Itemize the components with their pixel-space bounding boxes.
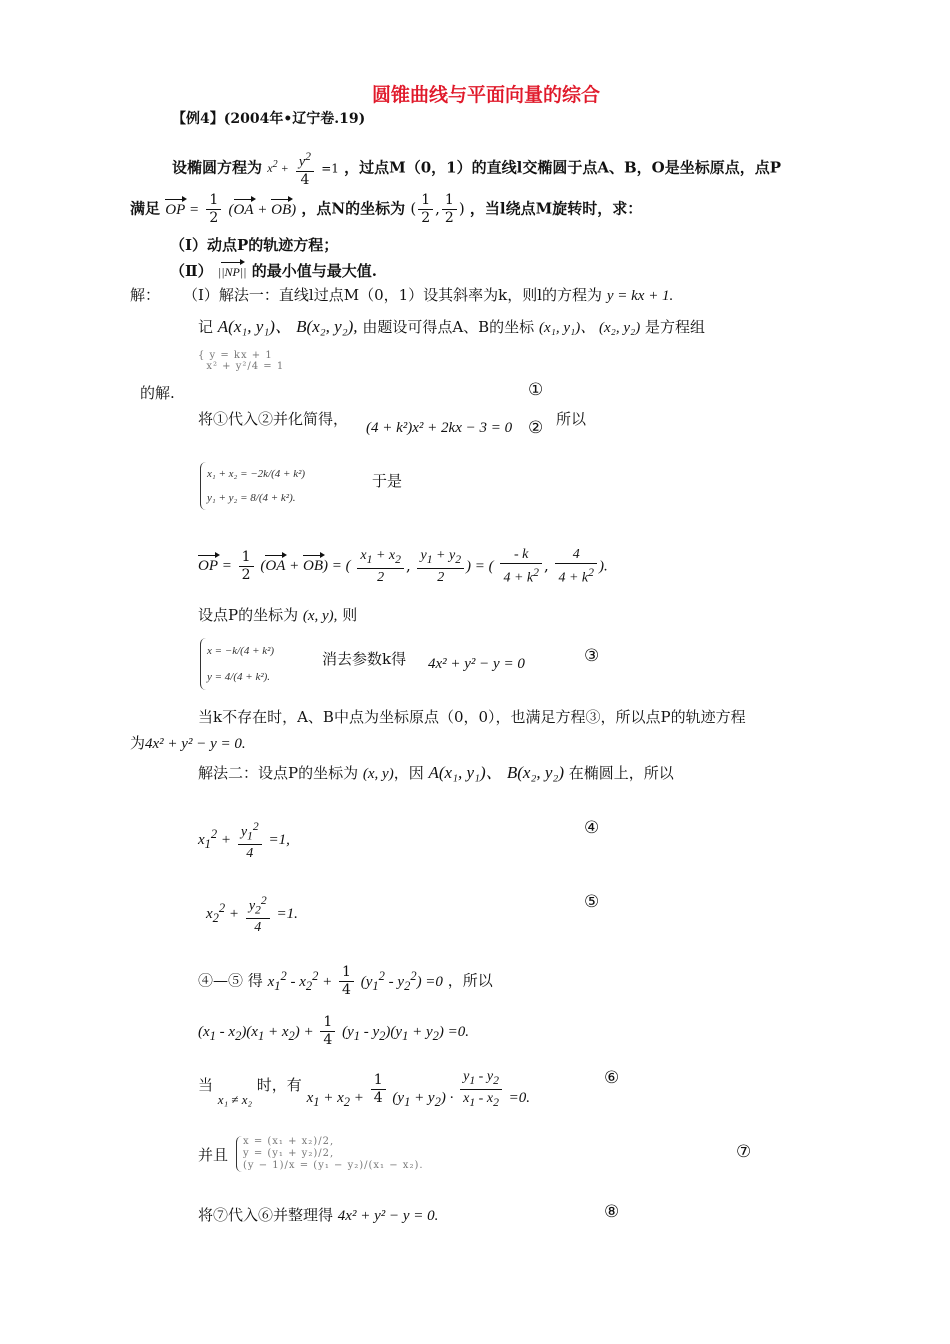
s6-prefix: 为 <box>130 734 146 752</box>
marker-7: ⑦ <box>736 1142 752 1162</box>
s1-text: （Ⅰ）解法一：直线l过点M（0，1）设其斜率为k，则l的方程为 <box>183 286 603 304</box>
solution-line-s2 <box>198 312 705 337</box>
s12-prefix: 将⑦代入⑥并整理得 <box>198 1206 334 1224</box>
s4-suffix: 所以 <box>556 410 587 428</box>
sys3-row3: (y − 1)/x = (y₁ − y₂)/(x₁ − x₂). <box>243 1160 424 1171</box>
example-label: 【例4】(2004年•辽宁卷.19) <box>172 111 366 127</box>
op-derivation: OP = $\frac{1}{2}$ (OA + OB) = ( $\frac{x_1 + x_2}{2}$ , $\frac{y_1 + y_2}{2}$ ) = ( $\frac{- k}{4 + k^2}$ , $\frac{4}{4 + k^2}$ ). <box>198 547 608 586</box>
marker-8: ⑧ <box>604 1202 620 1222</box>
system-1 <box>200 462 305 510</box>
s2-coords: (x₁, y₁)、 (x₂, y₂) <box>538 320 641 336</box>
sys2-row2: y = 4/(4 + k²). <box>207 671 271 683</box>
problem-line2-suffix: ，当l绕点M旋转时，求： <box>469 199 643 218</box>
s5-eq: (x, y), <box>302 608 338 624</box>
question-2 <box>170 260 377 281</box>
s12-eq: 4x² + y² − y = 0. <box>337 1208 439 1224</box>
s4-prefix: 将①代入②并化简得， <box>198 410 349 428</box>
s7-ab: A(x₁, y₁)、 B(x₂, y₂) <box>428 763 564 782</box>
s10-condition: x₁ ≠ x₂ <box>217 1091 253 1107</box>
s2-suffix: 是方程组 <box>644 318 705 336</box>
sys3-row2: y = (y₁ + y₂)/2, <box>243 1148 335 1159</box>
problem-line1-suffix: ，过点M（0，1）的直线l交椭圆于点A、B，O是坐标原点，点P <box>344 158 781 177</box>
problem-line-2: 满足 OP = $\frac{1}{2}$ (OA + OB) ，点N的坐标为 ( $\frac{1}{2}$ , $\frac{1}{2}$ ) ，当l绕点M旋转时，求： <box>130 192 643 226</box>
system-2 <box>200 638 274 690</box>
page-title: 圆锥曲线与平面向量的综合 <box>372 84 601 106</box>
s11-prefix: 并且 <box>198 1146 229 1164</box>
line-equation: y = kx + 1. <box>606 288 674 304</box>
s6-eq: 4x² + y² − y = 0. <box>145 736 246 752</box>
marker-6: ⑥ <box>604 1068 620 1088</box>
s7-prefix: 解法二：设点P的坐标为 <box>198 764 359 782</box>
s8-prefix: ④—⑤ 得 <box>198 971 263 990</box>
np-vector: |NP| <box>221 260 243 280</box>
s5-suffix: 则 <box>342 606 358 624</box>
np-abs: ||NP|| <box>218 265 247 279</box>
equation-4: $x_1^2$ + $\frac{y_1^2}{4}$ =1, <box>198 820 290 862</box>
equation-5: $x_2^2$ + $\frac{y_2^2}{4}$ =1. <box>206 894 298 936</box>
equation-system-blurred: { y = kx + 1 x² + y²/4 = 1 <box>198 350 285 372</box>
s7-mid: ，因 <box>393 764 424 782</box>
problem-line2-prefix: 满足 <box>130 199 161 218</box>
s3-text: 的解. <box>140 384 175 402</box>
s6-line2 <box>130 732 246 753</box>
sys2-row1: x = −k/(4 + k²) <box>207 645 275 657</box>
sys1-suffix: 于是 <box>372 472 403 490</box>
s9-equation: $(x_1 - x_2)(x_1 + x_2)$ + $\frac{1}{4}$ $(y_1 - y_2)(y_1 + y_2) =0$. <box>198 1014 469 1048</box>
sys1-row2: y₁ + y₂ = 8/(4 + k²). <box>207 492 296 504</box>
sys2-suffix: 消去参数k得 <box>322 650 407 668</box>
s10-line: 当 x₁ ≠ x₂ 时，有 $x_1 + x_2$ + $\frac{1}{4}$ $(y_1 + y_2)$ · $\frac{y_1 - y_2}{x_1 - x_2}$ =0. <box>198 1069 531 1109</box>
quadratic-equation: (4 + k²)x² + 2kx − 3 = 0 <box>366 420 513 436</box>
s7-suffix: 在椭圆上，所以 <box>568 764 674 782</box>
s6-line1: 当k不存在时，A、B中点为坐标原点（0，0），也满足方程③，所以点P的轨迹方程 <box>198 708 746 726</box>
problem-line-1: 设椭圆方程为 $x^2$ + $\frac{y^2}{4}$ =1 ，过点M（0，1）的直线l交椭圆于点A、B，O是坐标原点，点P <box>172 150 781 188</box>
s8-suffix: ，所以 <box>447 971 493 990</box>
solution-label: 解： <box>130 286 161 304</box>
s10-prefix: 当 <box>198 1075 214 1094</box>
sys1-row1: x₁ + x₂ = −2k/(4 + k²) <box>207 468 306 480</box>
s2-mid: 由题设可得点A、B的坐标 <box>362 318 535 336</box>
problem-line2-mid: ，点N的坐标为 <box>301 199 406 218</box>
s2-points: A(x₁, y₁)、 B(x₂, y₂), <box>217 317 358 336</box>
s10-mid: 时，有 <box>256 1075 302 1094</box>
problem-line1-prefix: 设椭圆方程为 <box>172 158 263 177</box>
s2-prefix: 记 <box>198 318 214 336</box>
s12-line <box>198 1204 438 1225</box>
q2-prefix: （Ⅱ） <box>170 262 213 280</box>
question-1: （Ⅰ）动点P的轨迹方程； <box>170 236 339 254</box>
solution-method-1-line <box>183 284 673 305</box>
marker-2: ② <box>528 418 544 438</box>
method-2-line <box>198 758 674 783</box>
system-3-blurred <box>236 1136 424 1172</box>
marker-1: ① <box>528 380 544 400</box>
marker-4: ④ <box>584 818 600 838</box>
marker-3: ③ <box>584 646 600 666</box>
s7-point: (x, y) <box>362 766 394 782</box>
s5-text: 设点P的坐标为 <box>198 606 299 624</box>
marker-5: ⑤ <box>584 892 600 912</box>
trajectory-equation-1: 4x² + y² − y = 0 <box>428 656 525 672</box>
q2-suffix: 的最小值与最大值. <box>251 262 377 280</box>
s5-line <box>198 604 357 625</box>
sys3-row1: x = (x₁ + x₂)/2, <box>243 1136 335 1147</box>
s8-line: ④—⑤ 得 $x_1^2 - x_2^2$ + $\frac{1}{4}$ $(y_1^2 - y_2^2) =0$ ，所以 <box>198 964 493 998</box>
